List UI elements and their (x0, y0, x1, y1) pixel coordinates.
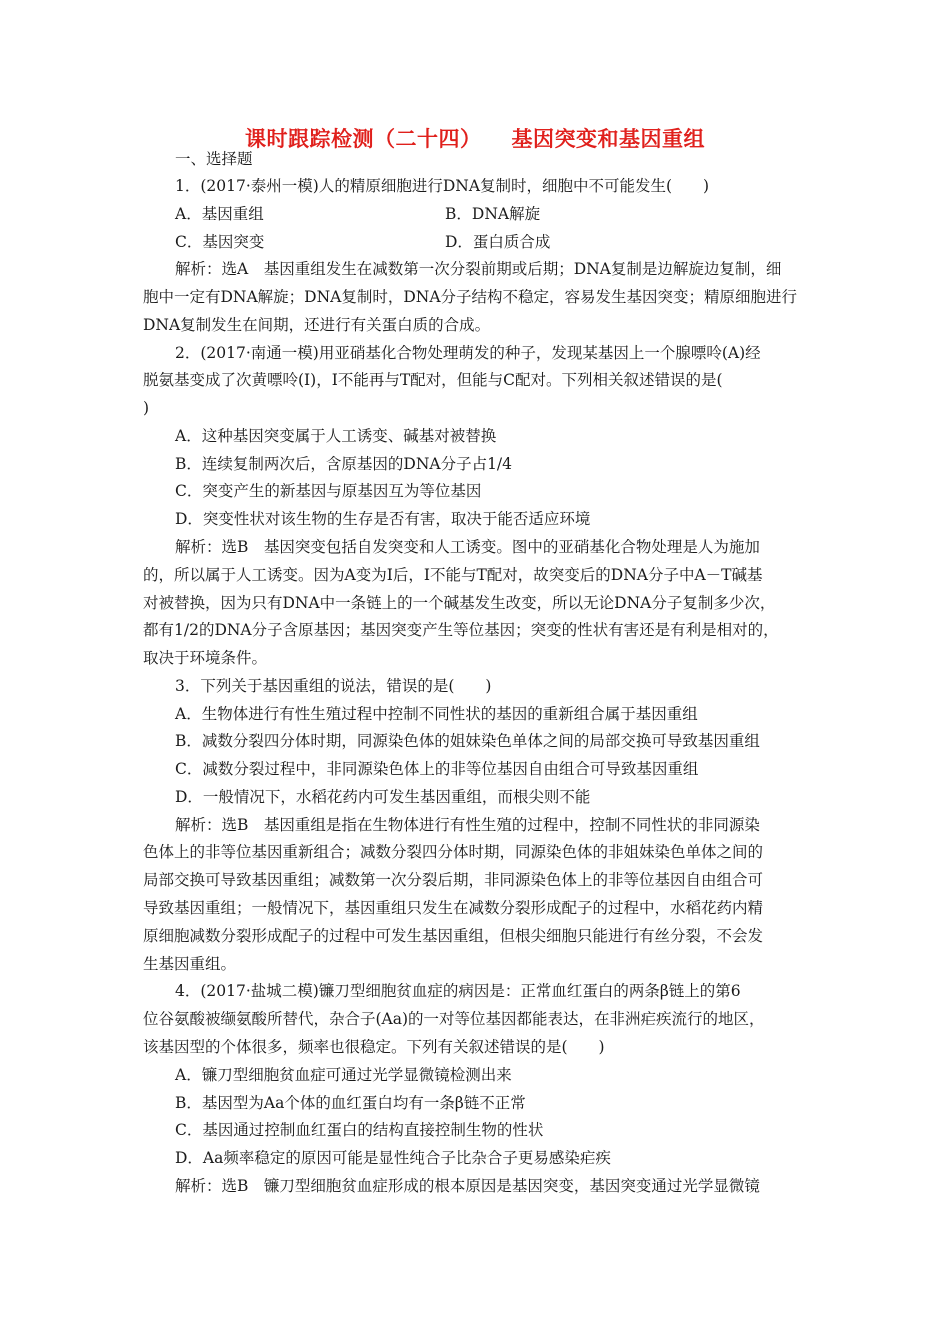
q1-stem: 1．(2017·泰州一模)人的精原细胞进行DNA复制时，细胞中不可能发生( ) (175, 177, 710, 195)
q1-answer-line3: DNA复制发生在间期，还进行有关蛋白质的合成。 (143, 316, 491, 334)
q3-answer-line1: 解析：选B 基因重组是指在生物体进行有性生殖的过程中，控制不同性状的非同源染 (175, 816, 760, 834)
q3-option-a: A．生物体进行有性生殖过程中控制不同性状的基因的重新组合属于基因重组 (175, 705, 698, 723)
q1-option-c: C．基因突变 (175, 233, 265, 251)
q2-answer-line5: 取决于环境条件。 (143, 649, 268, 667)
q2-stem-line1: 2．(2017·南通一模)用亚硝基化合物处理萌发的种子，发现某基因上一个腺嘌呤(A)经 (175, 344, 761, 362)
q3-answer-line2: 色体上的非等位基因重新组合；减数分裂四分体时期，同源染色体的非姐妹染色单体之间的 (143, 843, 764, 861)
q2-stem-line2: 脱氨基变成了次黄嘌呤(I)，I不能再与T配对，但能与C配对。下列相关叙述错误的是( (143, 371, 723, 389)
q3-answer-line4: 导致基因重组；一般情况下，基因重组只发生在减数分裂形成配子的过程中，水稻花药内精 (143, 899, 764, 917)
q1-option-b: B．DNA解旋 (445, 205, 541, 223)
q2-option-b: B．连续复制两次后，含原基因的DNA分子占1/4 (175, 455, 513, 473)
q4-stem-line3: 该基因型的个体很多，频率也很稳定。下列有关叙述错误的是( ) (143, 1038, 605, 1056)
q2-answer-line4: 都有1/2的DNA分子含原基因；基因突变产生等位基因；突变的性状有害还是有利是相对的， (143, 621, 779, 639)
q4-option-b: B．基因型为Aa个体的血红蛋白均有一条β链不正常 (175, 1094, 526, 1112)
title-main: 课时跟踪检测（二十四） (245, 127, 482, 151)
title-sub: 基因突变和基因重组 (511, 127, 705, 151)
q1-answer-line2: 胞中一定有DNA解旋；DNA复制时，DNA分子结构不稳定，容易发生基因突变；精原细胞进行 (143, 288, 798, 306)
q2-option-c: C．突变产生的新基因与原基因互为等位基因 (175, 482, 482, 500)
q3-option-c: C．减数分裂过程中，非同源染色体上的非等位基因自由组合可导致基因重组 (175, 760, 699, 778)
q4-option-c: C．基因通过控制血红蛋白的结构直接控制生物的性状 (175, 1121, 544, 1139)
q3-option-b: B．减数分裂四分体时期，同源染色体的姐妹染色单体之间的局部交换可导致基因重组 (175, 732, 760, 750)
q2-answer-line1: 解析：选B 基因突变包括自发突变和人工诱变。图中的亚硝基化合物处理是人为施加 (175, 538, 760, 556)
section-heading: 一、选择题 (175, 150, 253, 168)
q3-answer-line6: 生基因重组。 (143, 955, 237, 973)
q2-option-d: D．突变性状对该生物的生存是否有害，取决于能否适应环境 (175, 510, 591, 528)
q3-stem: 3．下列关于基因重组的说法，错误的是( ) (175, 677, 492, 695)
q1-options-row1 (175, 204, 264, 224)
q3-option-d: D．一般情况下，水稻花药内可发生基因重组，而根尖则不能 (175, 788, 591, 806)
q1-option-a: A．基因重组 (175, 205, 264, 223)
q4-option-d: D．Aa频率稳定的原因可能是显性纯合子比杂合子更易感染疟疾 (175, 1149, 611, 1167)
q3-answer-line3: 局部交换可导致基因重组；减数第一次分裂后期，非同源染色体上的非等位基因自由组合可 (143, 871, 764, 889)
q4-stem-line2: 位谷氨酸被缬氨酸所替代，杂合子(Aa)的一对等位基因都能表达，在非洲疟疾流行的地区， (143, 1010, 765, 1028)
q4-option-a: A．镰刀型细胞贫血症可通过光学显微镜检测出来 (175, 1066, 512, 1084)
q3-answer-line5: 原细胞减数分裂形成配子的过程中可发生基因重组，但根尖细胞只能进行有丝分裂，不会发 (143, 927, 764, 945)
q1-answer-line1: 解析：选A 基因重组发生在减数第一次分裂前期或后期；DNA复制是边解旋边复制，细 (175, 260, 782, 278)
q4-stem-line1: 4．(2017·盐城二模)镰刀型细胞贫血症的病因是：正常血红蛋白的两条β链上的第6 (175, 982, 741, 1000)
q1-option-d: D．蛋白质合成 (445, 233, 551, 251)
q4-answer-line1: 解析：选B 镰刀型细胞贫血症形成的根本原因是基因突变，基因突变通过光学显微镜 (175, 1177, 760, 1195)
page-title (0, 123, 950, 153)
q2-option-a: A．这种基因突变属于人工诱变、碱基对被替换 (175, 427, 497, 445)
q2-answer-line3: 对被替换，因为只有DNA中一条链上的一个碱基发生改变，所以无论DNA分子复制多少次， (143, 594, 776, 612)
q2-answer-line2: 的，所以属于人工诱变。因为A变为I后，I不能与T配对，故突变后的DNA分子中A－T碱基 (143, 566, 763, 584)
q2-stem-line3: ) (143, 399, 150, 417)
